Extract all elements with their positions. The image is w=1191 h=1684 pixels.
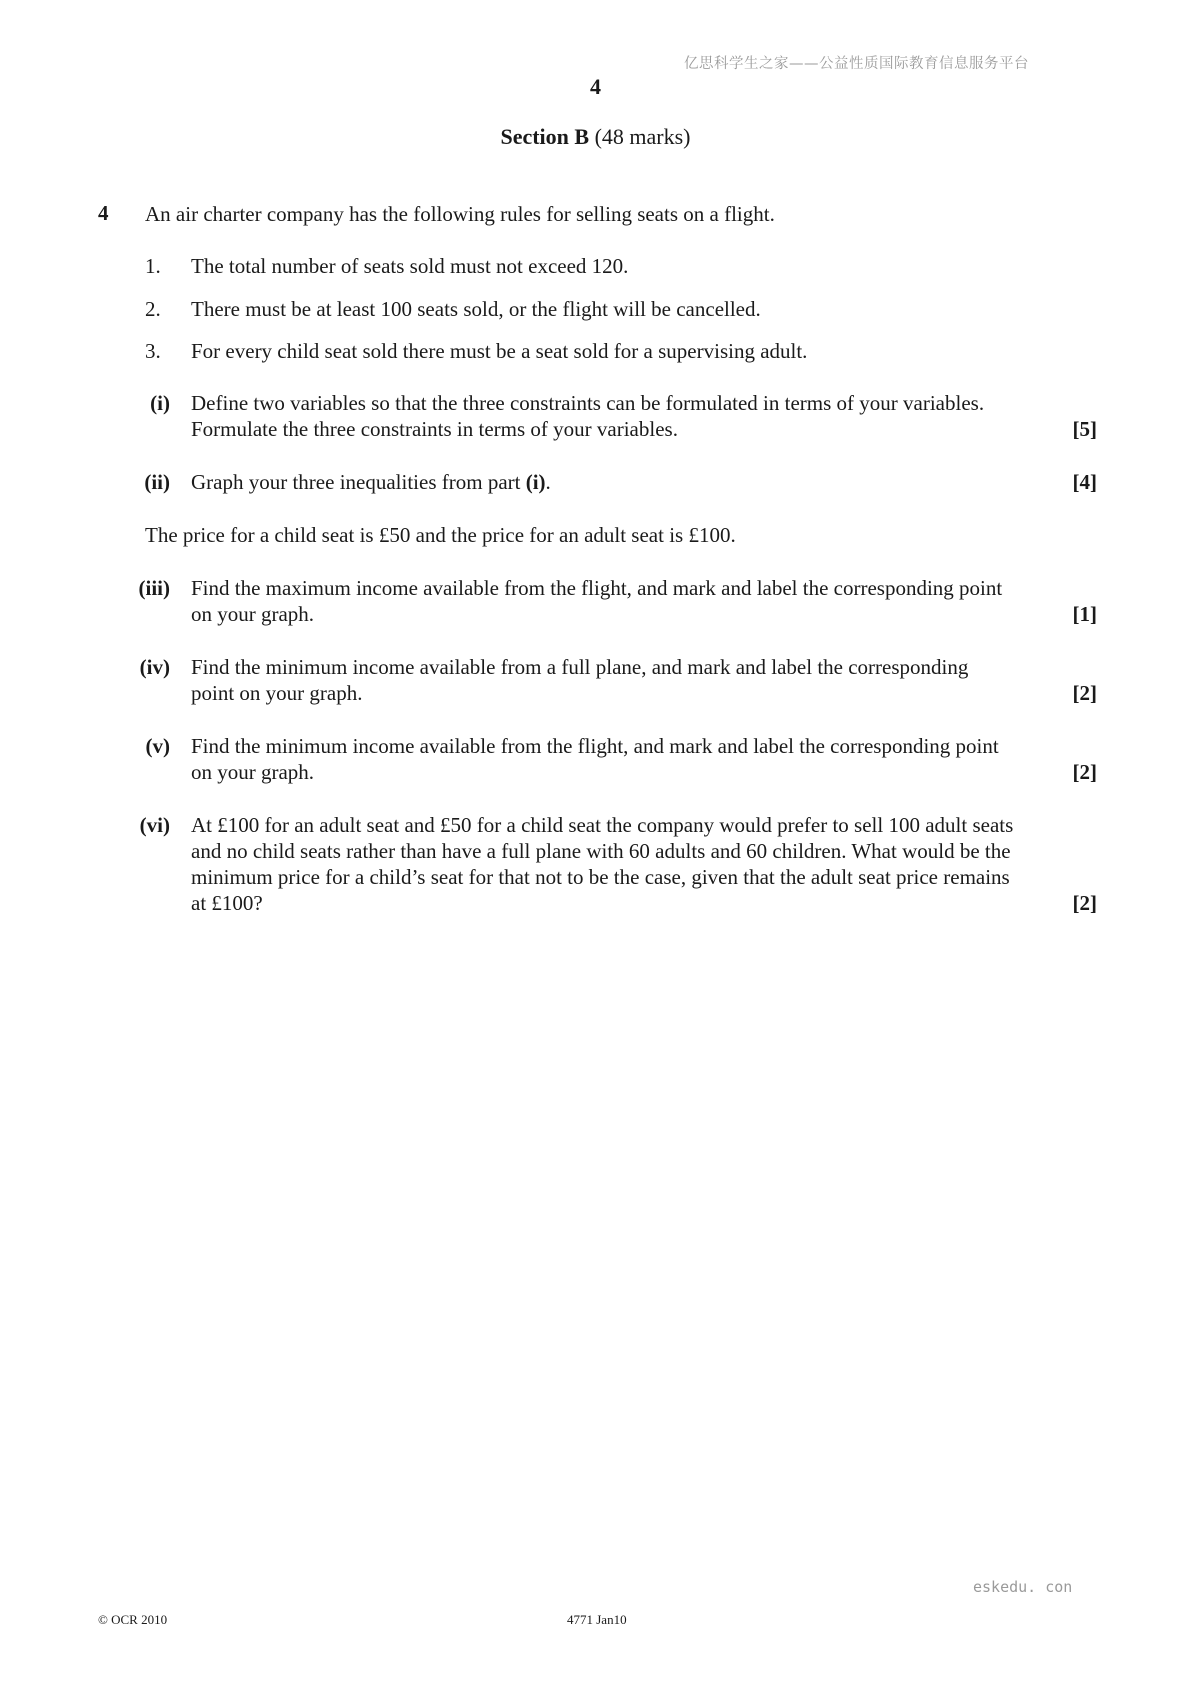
part-text-line: on your graph. xyxy=(191,760,315,784)
footer-copyright: © OCR 2010 xyxy=(98,1612,168,1627)
rule-number: 3. xyxy=(145,339,161,363)
part-text-line: Graph your three inequalities from part (i). xyxy=(191,470,551,494)
part-text-line: minimum price for a child’s seat for that not to be the case, given that the adult seat price remains xyxy=(191,865,1010,889)
part-text-line: point on your graph. xyxy=(191,681,363,705)
watermark-bottom: eskedu. con xyxy=(973,1578,1073,1596)
footer-paper-code: 4771 Jan10 xyxy=(567,1612,627,1627)
part-text-line: Find the minimum income available from a full plane, and mark and label the corresponding xyxy=(191,655,969,679)
section-heading xyxy=(0,124,1191,150)
section-marks: (48 marks) xyxy=(594,124,691,149)
part-text-line: At £100 for an adult seat and £50 for a child seat the company would prefer to sell 100 adult seats xyxy=(191,813,1014,837)
marks: [4] xyxy=(1072,470,1097,494)
part-text-line: at £100? xyxy=(191,891,263,915)
part-text-line: Find the maximum income available from the flight, and mark and label the corresponding point xyxy=(191,576,1003,600)
question-number: 4 xyxy=(98,201,109,225)
part-label: (v) xyxy=(145,734,170,758)
part-label: (ii) xyxy=(144,470,170,494)
watermark-top: 亿思科学生之家——公益性质国际教育信息服务平台 xyxy=(684,56,1029,72)
rule-number: 2. xyxy=(145,297,161,321)
part-text-line: Formulate the three constraints in terms of your variables. xyxy=(191,417,678,441)
marks: [5] xyxy=(1072,417,1097,441)
marks: [1] xyxy=(1072,602,1097,626)
part-label: (iv) xyxy=(139,655,170,679)
part-text-line: on your graph. xyxy=(191,602,315,626)
part-label: (i) xyxy=(150,391,170,415)
part-reference: (i) xyxy=(525,470,546,494)
section-title: Section B xyxy=(500,124,590,149)
part-label: (iii) xyxy=(138,576,170,600)
marks: [2] xyxy=(1072,891,1097,915)
part-text-line: Find the minimum income available from the flight, and mark and label the corresponding point xyxy=(191,734,999,758)
price-statement: The price for a child seat is £50 and the price for an adult seat is £100. xyxy=(145,523,736,547)
marks: [2] xyxy=(1072,681,1097,705)
rule-text: For every child seat sold there must be a seat sold for a supervising adult. xyxy=(191,339,808,363)
part-text-line: Define two variables so that the three constraints can be formulated in terms of your variables. xyxy=(191,391,985,415)
rule-number: 1. xyxy=(145,254,161,278)
rule-text: There must be at least 100 seats sold, or the flight will be cancelled. xyxy=(191,297,761,321)
rule-text: The total number of seats sold must not exceed 120. xyxy=(191,254,629,278)
marks: [2] xyxy=(1072,760,1097,784)
part-text-line: and no child seats rather than have a full plane with 60 adults and 60 children. What would be the xyxy=(191,839,1011,863)
page-number: 4 xyxy=(590,74,601,99)
part-label: (vi) xyxy=(139,813,170,837)
question-intro: An air charter company has the following rules for selling seats on a flight. xyxy=(145,202,775,226)
